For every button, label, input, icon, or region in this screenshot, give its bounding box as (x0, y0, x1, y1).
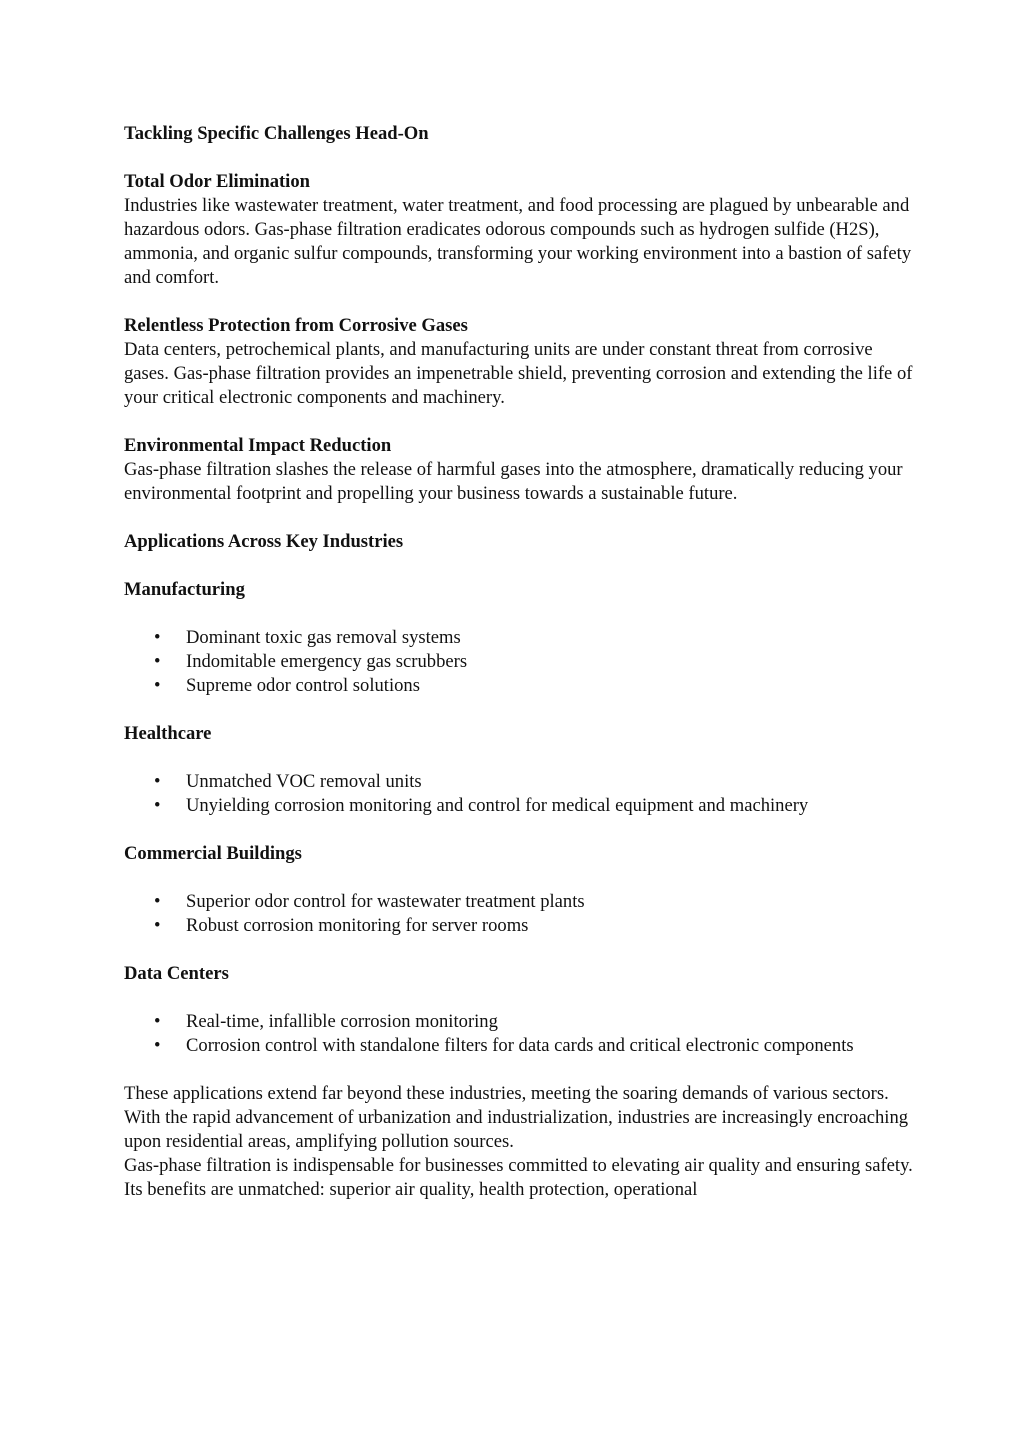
section-heading: Total Odor Elimination (124, 171, 310, 192)
bullet-icon: • (154, 1011, 161, 1032)
list-item: • Real-time, infallible corrosion monitoring (154, 1011, 498, 1032)
bullet-icon: • (154, 795, 161, 816)
document-page (124, 122, 914, 1202)
data-centers-list (124, 1010, 914, 1058)
commercial-buildings-list (124, 890, 914, 938)
bullet-icon: • (154, 1035, 161, 1056)
bullet-icon: • (154, 651, 161, 672)
applications-heading: Applications Across Key Industries (124, 531, 404, 552)
list-item: • Superior odor control for wastewater treatment plants (154, 891, 585, 912)
list-item: • Robust corrosion monitoring for server rooms (154, 915, 529, 936)
bullet-icon: • (154, 771, 161, 792)
manufacturing-list (124, 626, 914, 698)
section-body: Gas-phase filtration slashes the release of harmful gases into the atmosphere, dramatically reducing your environmental footprint and propelling your business towards a sustainable future. (124, 459, 903, 504)
section-corrosive-gases (124, 314, 914, 410)
section-odor-elimination (124, 170, 914, 290)
closing-paragraph: Gas-phase filtration is indispensable for businesses committed to elevating air quality and ensuring safety. Its benefits are unmatched: superior air quality, health protection, operational (124, 1155, 913, 1200)
document-title: Tackling Specific Challenges Head-On (124, 123, 429, 144)
bullet-icon: • (154, 627, 161, 648)
section-heading: Relentless Protection from Corrosive Gases (124, 315, 468, 336)
section-heading: Environmental Impact Reduction (124, 435, 392, 456)
industry-heading-healthcare: Healthcare (124, 723, 212, 744)
section-body: Industries like wastewater treatment, water treatment, and food processing are plagued by unbearable and hazardous odors. Gas-phase filtration eradicates odorous compounds such as hydrogen sulfide (H2S), ammonia, and organic sulfur compounds, transforming your working environment into a bastion of safety and comfort. (124, 195, 912, 288)
closing-paragraph: These applications extend far beyond these industries, meeting the soaring demands of various sectors. (124, 1083, 889, 1104)
industry-heading-commercial-buildings: Commercial Buildings (124, 843, 302, 864)
list-item: • Indomitable emergency gas scrubbers (154, 651, 468, 672)
list-item: • Supreme odor control solutions (154, 675, 420, 696)
list-item: • Dominant toxic gas removal systems (154, 627, 461, 648)
section-environmental-impact (124, 434, 914, 506)
section-body: Data centers, petrochemical plants, and manufacturing units are under constant threat from corrosive gases. Gas-phase filtration provides an impenetrable shield, preventing corrosion and extending the life of your critical electronic components and machinery. (124, 339, 913, 408)
closing-paragraph: With the rapid advancement of urbanization and industrialization, industries are increasingly encroaching upon residential areas, amplifying pollution sources. (124, 1107, 909, 1152)
list-item: • Unmatched VOC removal units (154, 771, 422, 792)
industry-heading-manufacturing: Manufacturing (124, 579, 245, 600)
bullet-icon: • (154, 891, 161, 912)
industry-heading-data-centers: Data Centers (124, 963, 229, 984)
list-item: • Corrosion control with standalone filters for data cards and critical electronic components (154, 1035, 854, 1056)
list-item: • Unyielding corrosion monitoring and control for medical equipment and machinery (154, 795, 809, 816)
bullet-icon: • (154, 675, 161, 696)
healthcare-list (124, 770, 914, 818)
bullet-icon: • (154, 915, 161, 936)
